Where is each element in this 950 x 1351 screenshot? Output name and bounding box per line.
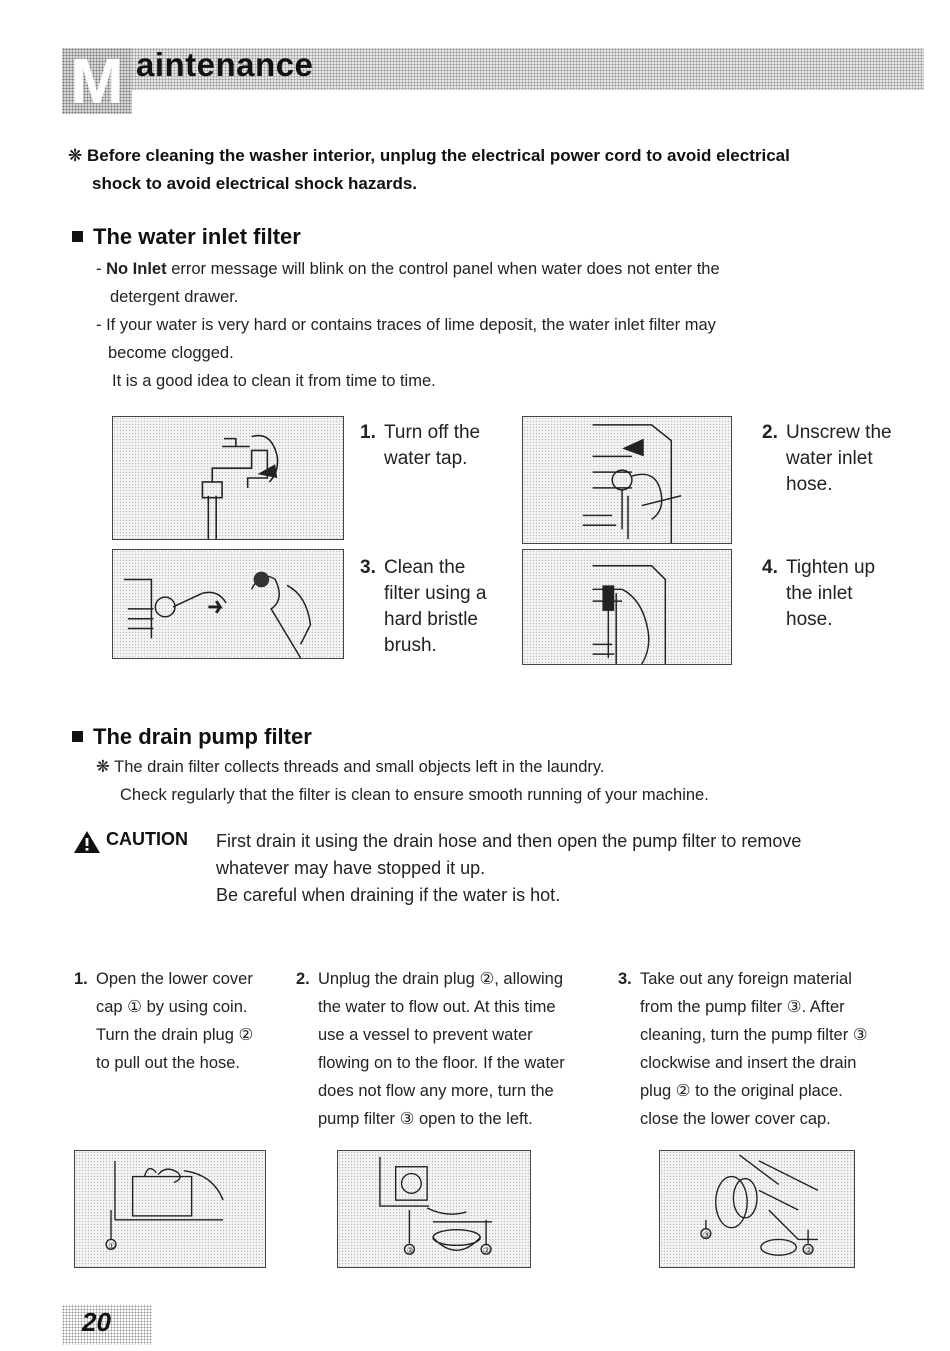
step-line: Take out any foreign material [640,970,852,988]
caution-line: Be careful when draining if the water is hot. [216,885,561,905]
step-line: Clean the [384,557,466,578]
warning-line-1: Before cleaning the washer interior, unplug the electrical power cord to avoid electrical [86,146,790,165]
step-line: does not flow any more, turn the [318,1082,554,1100]
step-line: close the lower cover cap. [640,1110,831,1128]
caution-triangle-icon [73,830,101,859]
callout-label-3: ③ [702,1230,710,1240]
step-number: 1. [360,422,376,443]
page-title: aintenance [136,46,314,83]
step-line: Turn the drain plug ② [96,1026,254,1044]
step-line: from the pump filter ③. After [640,998,845,1016]
figure-unscrew-hose [522,416,732,544]
step-line: Turn off the [384,422,481,443]
drain-pump-heading-text: The drain pump filter [93,724,312,749]
page-number: 20 [82,1307,111,1337]
callout-label-3: ③ [406,1246,414,1256]
callout-label-2: ② [483,1246,491,1256]
step-line: Open the lower cover [96,970,253,988]
drain-plug-illustration [338,1151,530,1267]
step-line: filter using a [384,583,487,604]
step-line: plug ② to the original place. [640,1082,843,1100]
step-line: Unscrew the [786,422,892,443]
section-heading-water-inlet [72,224,301,250]
drain-step-3 [618,965,918,1133]
title-initial: M [70,45,124,117]
water-inlet-line-1: - No Inlet error message will blink on the control panel when water does not enter the [96,260,720,278]
water-inlet-line-1-text: error message will blink on the control panel when water does not enter the [171,260,720,278]
drain-note-line-1-text: The drain filter collects threads and small objects left in the laundry. [114,758,605,776]
drain-note-line-1 [96,753,896,781]
water-inlet-line-2: detergent drawer. [110,288,239,306]
asterisk-icon: ❋ [96,758,110,776]
unscrew-hose-illustration [523,417,731,543]
bullet-square-icon [72,731,83,742]
figure-lower-cover [74,1150,266,1268]
step-line: clockwise and insert the drain [640,1054,857,1072]
inlet-step-1 [360,420,510,472]
step-line: pump filter ③ open to the left. [318,1110,533,1128]
section-heading-drain-pump [72,724,312,750]
water-inlet-line-3-text: If your water is very hard or contains traces of lime deposit, the water inlet filter may [106,316,716,334]
step-number: 2. [762,422,778,443]
figure-clean-filter [112,549,344,659]
figure-drain-plug [337,1150,531,1268]
step-line: Unplug the drain plug ②, allowing [318,970,564,988]
asterisk-icon: ❋ [68,146,83,165]
warning-line-2: shock to avoid electrical shock hazards. [92,174,418,193]
caution-line: First drain it using the drain hose and then open the pump filter to remove [216,831,802,851]
water-inlet-line-3: - If your water is very hard or contains traces of lime deposit, the water inlet filter may [96,316,716,334]
drain-note-line-2: Check regularly that the filter is clean to ensure smooth running of your machine. [120,786,709,804]
water-inlet-line-4: become clogged. [108,344,234,362]
drain-step-2 [296,965,606,1133]
title-initial-box [62,45,132,117]
step-line: water tap. [384,448,468,469]
inlet-step-3 [360,555,510,659]
safety-warning [68,142,868,198]
step-line: Tighten up [786,557,876,578]
water-inlet-paragraph [96,255,896,395]
step-number: 1. [74,970,88,988]
step-line: to pull out the hose. [96,1054,241,1072]
step-line: the inlet [786,583,853,604]
step-line: hard bristle [384,609,478,630]
step-number: 2. [296,970,310,988]
callout-label-2: ② [805,1246,813,1256]
water-tap-illustration [113,417,343,539]
callout-label-1: ① [108,1241,116,1251]
water-inlet-line-5: It is a good idea to clean it from time to time. [112,372,436,390]
caution-label: CAUTION [106,829,188,849]
step-line: hose. [786,474,833,495]
step-number: 3. [360,557,376,578]
step-line: the water to flow out. At this time [318,998,556,1016]
page-number-badge [62,1305,152,1345]
water-inlet-heading-text: The water inlet filter [93,224,301,249]
clean-filter-illustration [113,550,343,658]
caution-text [216,828,896,909]
drain-pump-note [96,753,896,809]
inlet-step-4 [762,555,922,633]
step-number: 3. [618,970,632,988]
figure-tighten-hose [522,549,732,665]
step-line: use a vessel to prevent water [318,1026,533,1044]
step-line: flowing on to the floor. If the water [318,1054,565,1072]
bullet-square-icon [72,231,83,242]
caution-line: whatever may have stopped it up. [216,858,486,878]
pump-filter-illustration [660,1151,854,1267]
step-line: water inlet [786,448,873,469]
inlet-step-2 [762,420,922,498]
tighten-hose-illustration [523,550,731,664]
step-number: 4. [762,557,778,578]
lower-cover-illustration [75,1151,265,1267]
no-inlet-bold: No Inlet [106,260,167,278]
drain-step-1 [74,965,284,1077]
step-line: hose. [786,609,833,630]
step-line: cleaning, turn the pump filter ③ [640,1026,868,1044]
figure-water-tap [112,416,344,540]
step-line: brush. [384,635,437,656]
step-line: cap ① by using coin. [96,998,248,1016]
figure-pump-filter [659,1150,855,1268]
